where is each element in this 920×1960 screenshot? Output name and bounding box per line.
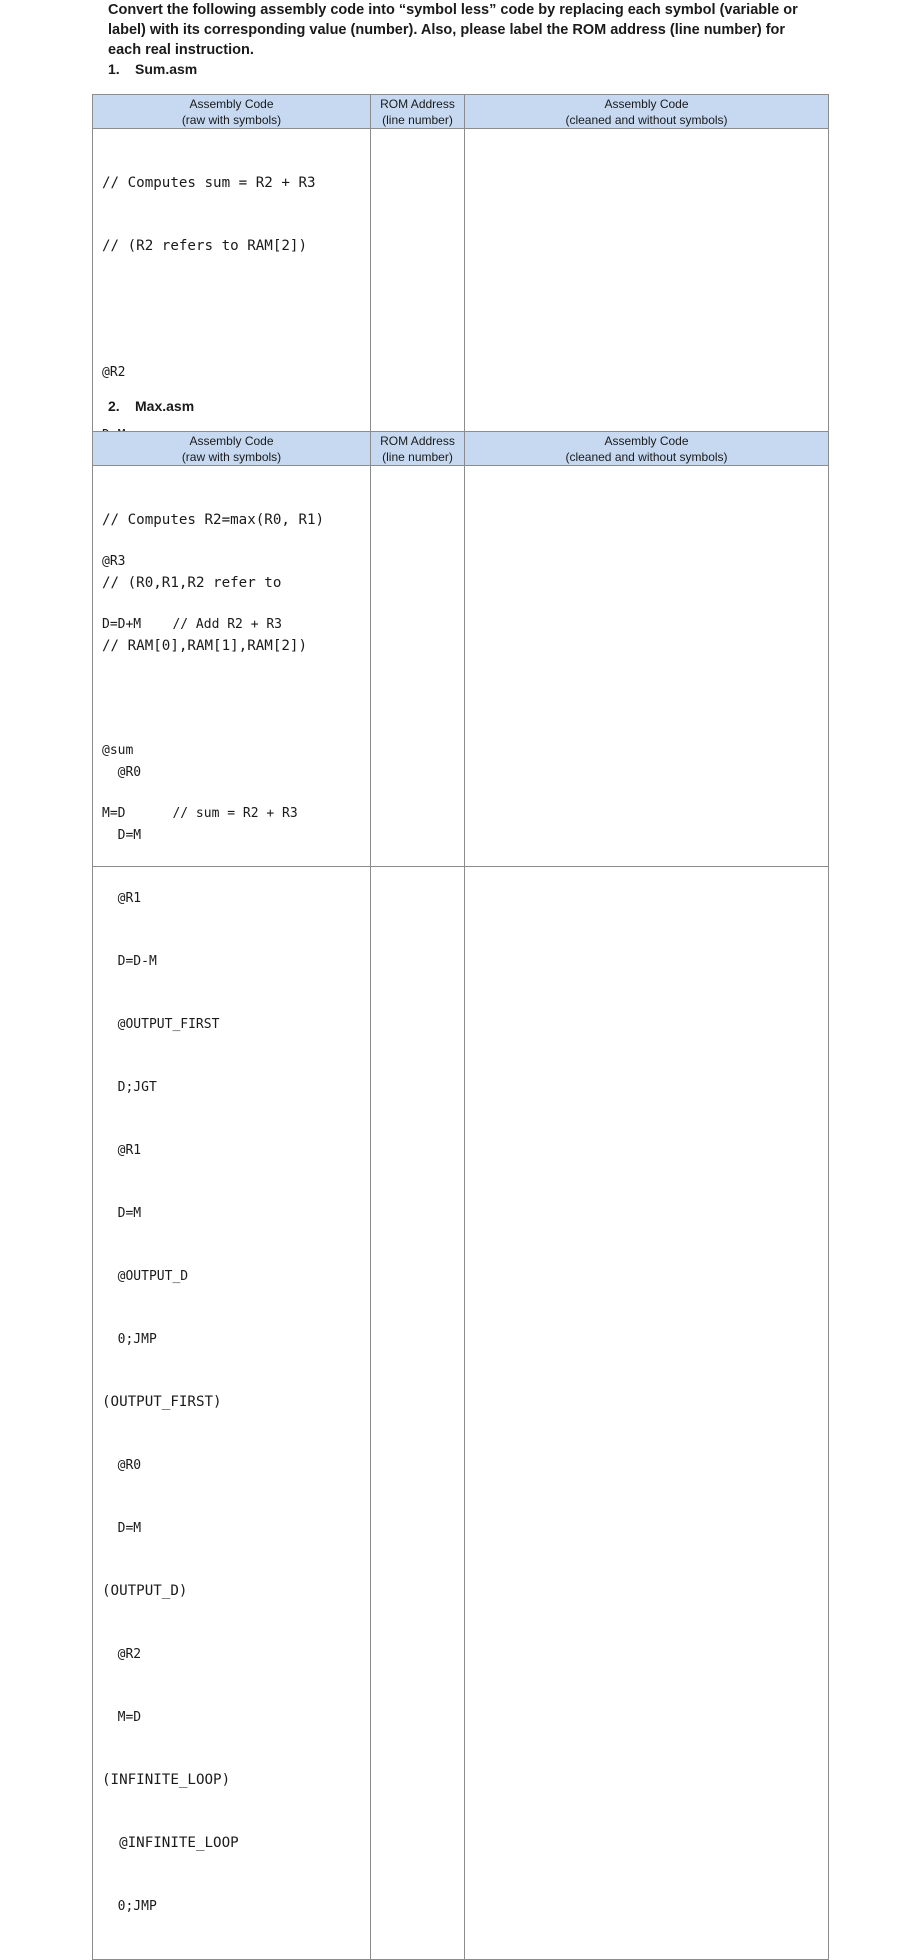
max-header-rom-address-line2: (line number) [382,450,453,464]
max-header-rom-address [371,432,465,466]
sum-header-raw-code [93,95,371,129]
sum-header-raw-code-line1: Assembly Code [189,97,274,111]
section-2-title: Max.asm [135,398,195,414]
max-header-raw-code-line1: Assembly Code [189,434,274,448]
max-code-line: (OUTPUT_D) [102,1583,188,1599]
max-code-line: D=M [102,828,142,843]
section-2-number: 2. [108,398,120,414]
max-code-line: @OUTPUT_D [102,1269,189,1284]
sum-code-line: @R3 [102,554,126,569]
sum-header-rom-address-line1: ROM Address [380,97,455,111]
sum-code-line: M=D // sum = R2 + R3 [102,806,298,821]
max-table-header-row [93,432,829,466]
max-table-body-row [93,466,829,1960]
sum-header-rom-address [371,95,465,129]
sum-header-clean-code [465,95,829,129]
max-code-line: @R1 [102,1143,142,1158]
instructions-line-3: each real instruction. [108,42,254,58]
sum-code-line: // Computes sum = R2 + R3 [102,175,316,191]
max-code-line: // Computes R2=max(R0, R1) [102,512,325,528]
sum-header-raw-code-line2: (raw with symbols) [181,113,282,127]
instructions-line-1: Convert the following assembly code into “symbol less” code by replacing each symbol (variable or [108,2,798,18]
max-code-line: @R0 [102,765,142,780]
max-header-raw-code-line2: (raw with symbols) [181,450,282,464]
sum-header-clean-code-line2: (cleaned and without symbols) [565,113,728,127]
max-code-line: (INFINITE_LOOP) [102,1772,231,1788]
max-code-line: 0;JMP [102,1332,157,1347]
max-code-line: D=M [102,1521,142,1536]
max-code-line: // RAM[0],RAM[1],RAM[2]) [102,638,307,654]
max-code-line: D=M [102,1206,142,1221]
max-code-line: @R1 [102,891,142,906]
max-code-line: M=D [102,1710,142,1725]
sum-header-rom-address-line2: (line number) [382,113,453,127]
max-code-line: D;JGT [102,1080,157,1095]
section-1-title: Sum.asm [135,61,198,77]
section-1-number: 1. [108,61,120,77]
max-code-line: // (R0,R1,R2 refer to [102,575,282,591]
max-code-line: @R2 [102,1647,142,1662]
max-header-clean-code [465,432,829,466]
max-code-line: @INFINITE_LOOP [102,1835,239,1851]
sum-code-line: // (R2 refers to RAM[2]) [102,238,307,254]
sum-code-line: @R2 [102,365,126,380]
max-header-rom-address-line1: ROM Address [380,434,455,448]
sum-code-line [102,299,370,320]
max-code-line: @R0 [102,1458,142,1473]
instructions-paragraph [108,0,808,60]
max-rom-address-cell[interactable] [371,466,465,1960]
max-header-raw-code [93,432,371,466]
max-code-line: D=D-M [102,954,157,969]
max-header-clean-code-line1: Assembly Code [604,434,689,448]
instructions-line-2: label) with its corresponding value (number). Also, please label the ROM address (line number) for [108,22,786,38]
max-clean-code-cell[interactable] [465,466,829,1960]
section-1-heading [108,60,197,78]
max-code-block [93,466,370,1959]
sum-header-clean-code-line1: Assembly Code [604,97,689,111]
sum-code-line: @sum [102,743,134,758]
max-raw-code-cell [93,466,371,1960]
section-2-heading [108,397,194,415]
max-code-line: (OUTPUT_FIRST) [102,1394,222,1410]
max-code-line [102,699,370,720]
max-header-clean-code-line2: (cleaned and without symbols) [565,450,728,464]
sum-code-line: D=D+M // Add R2 + R3 [102,617,283,632]
max-code-line: 0;JMP [102,1899,157,1914]
max-code-line: @OUTPUT_FIRST [102,1017,220,1032]
sum-table-header-row [93,95,829,129]
max-table [92,431,829,1960]
